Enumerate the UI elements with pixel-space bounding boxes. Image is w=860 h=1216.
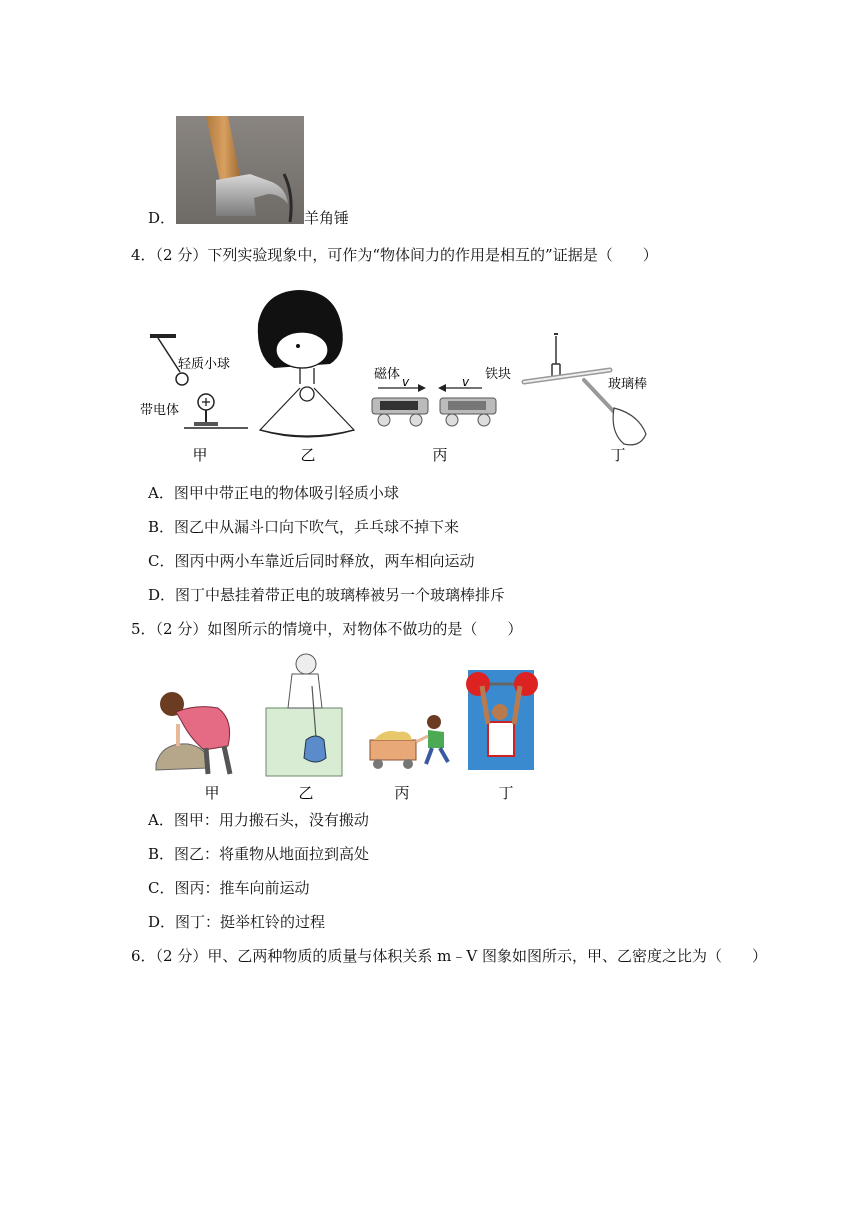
bing-magnet-label: 磁体 xyxy=(374,367,401,382)
q5-figure xyxy=(148,646,548,806)
bing-iron-label: 铁块 xyxy=(485,367,512,382)
jia-body-label: 带电体 xyxy=(140,403,180,418)
q5-stem: 5．（2 分）如图所示的情境中，对物体不做功的是（ ） xyxy=(131,620,523,638)
q5-caption-yi: 乙 xyxy=(298,784,314,802)
jia-ball-label: 轻质小球 xyxy=(178,357,231,372)
q4-caption-bing: 丙 xyxy=(432,446,448,464)
q5-caption-ding: 丁 xyxy=(498,784,514,802)
figure-bing-carts xyxy=(372,366,511,426)
q5-option-b: B．图乙：将重物从地面拉到高处 xyxy=(148,845,370,863)
q5-caption-bing: 丙 xyxy=(394,784,410,802)
bing-velocity-right: v xyxy=(462,375,470,389)
hammer-photo xyxy=(176,116,304,224)
figure-bing-pushing-cart xyxy=(370,715,448,769)
q6-stem: 6．（2 分）甲、乙两种物质的质量与体积关系 m﹣V 图象如图所示，甲、乙密度之比为（ ） xyxy=(131,947,767,965)
q4-stem: 4．（2 分）下列实验现象中，可作为“物体间力的作用是相互的”证据是（ ） xyxy=(131,246,658,264)
figure-ding-weightlifter xyxy=(466,670,538,770)
figure-jia-electroscope xyxy=(140,336,248,428)
q4-option-c: C．图丙中两小车靠近后同时释放，两车相向运动 xyxy=(148,552,475,570)
q4-figure xyxy=(140,284,680,464)
bing-velocity-left: v xyxy=(402,375,410,389)
ding-rod-label: 玻璃棒 xyxy=(608,377,648,392)
q4-option-b: B．图乙中从漏斗口向下吹气，乒乓球不掉下来 xyxy=(148,518,460,536)
q4-caption-yi: 乙 xyxy=(300,446,316,464)
q5-caption-jia: 甲 xyxy=(204,784,220,802)
q5-option-d: D．图丁：挺举杠铃的过程 xyxy=(148,913,326,931)
figure-jia-lifting-stone xyxy=(156,692,230,774)
figure-ding-glass-rods xyxy=(524,334,647,445)
figure-yi-pulling-weight xyxy=(266,654,342,776)
q4-option-d: D．图丁中悬挂着带正电的玻璃棒被另一个玻璃棒排斥 xyxy=(148,586,506,604)
q4-option-a: A．图甲中带正电的物体吸引轻质小球 xyxy=(148,484,399,502)
figure-yi-funnel xyxy=(258,290,354,437)
q3-option-d-prefix: D． xyxy=(148,209,176,227)
q5-option-a: A．图甲：用力搬石头，没有搬动 xyxy=(148,811,369,829)
q5-option-c: C．图丙：推车向前运动 xyxy=(148,879,310,897)
q4-caption-jia: 甲 xyxy=(192,446,208,464)
q4-caption-ding: 丁 xyxy=(610,446,626,464)
q3-option-d-label: 羊角锤 xyxy=(304,209,350,227)
